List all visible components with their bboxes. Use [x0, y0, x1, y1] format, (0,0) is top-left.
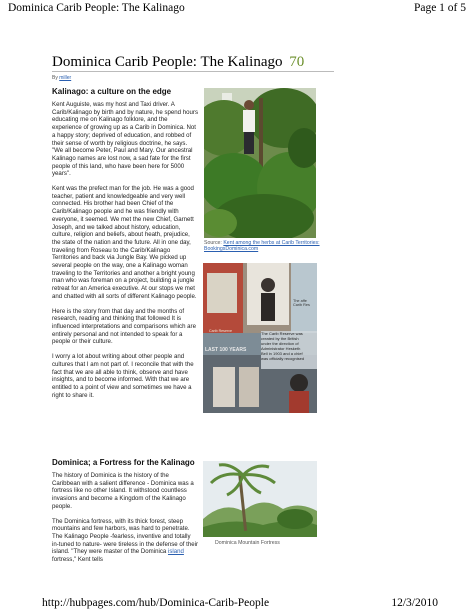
section-1-paragraph: Here is the story from that day and the months of research, reading and thinking that followed It is influenced interpretations and comparisons which are entirely personal and not intended to speak for a people or their culture. [52, 307, 196, 346]
article-title: Dominica Carib People: The Kalinago [52, 54, 283, 70]
photo-mountain-fortress [203, 461, 317, 537]
exhibit-sign-line: under the direction of [261, 340, 299, 346]
photo-1-caption [204, 240, 320, 253]
island-link[interactable]: island [167, 548, 184, 556]
photo-museum-exhibit [203, 263, 317, 413]
caption-source-label: Source: [204, 240, 222, 246]
exhibit-sign [261, 332, 315, 361]
section-1-paragraph: Kent Auguiste, was my host and Taxi driver. A Carib/Kalinago by birth and by nature, he spend hours educating me on Kalinago folklore, and the experience of growing up as a Carib in Dominica. Not a happy story; deprived of education, and robbed of their sense of worth by religious doctrine, he says. "We all become Peter, Paul and Mary. Our ancestral Kalinago names are lost now, a sad fate for the first people of this land, who have been here for 5000 years". [52, 101, 199, 178]
caption-source-link[interactable]: Kent among the herbs at Carib Territories: BookingsDominica.com [204, 240, 320, 253]
section-2 [52, 458, 198, 564]
exhibit-small-label: Carib Reserve [209, 329, 232, 333]
section-1-paragraph: I worry a lot about writing about other people and cultures that I am not part of. I reconcile that with the fact that we are all able to think, observe and have insights, and to become informed. With that we are entitled to a point of view and sometimes we have a right to share it. [52, 353, 194, 399]
article-score: 70 [289, 54, 305, 70]
print-footer-date: 12/3/2010 [391, 597, 438, 609]
byline [52, 75, 71, 81]
author-link[interactable]: miller [59, 75, 72, 81]
title-divider [52, 71, 334, 72]
section-1-paragraph: Kent was the prefect man for the job. He was a good teacher, patient and knowledgeable and very well connected. His brother had been Chief of the Carib/Kalinago people and he was friendly with everyone, it seemed. We met the new Chief, Garnett Joseph, and we talked about history, education, culture, religion and beliefs, about heath, prejudice, the state of the nation and the future. All in one day, traveling from Roseau to the Carib/Kalinago Territories and back via Jungle Bay. We picked up several people on the way, one a Kalinago woman traveling to the Territories and another a bright young man who was foreman on a project, building a jungle retreat for an America executive. At our stops we met and chatted with all sorts of different Kalinago people. [52, 185, 197, 300]
exhibit-banner: LAST 100 YEARS [205, 347, 247, 353]
photo-3-caption: Dominica Mountain Fortress [215, 540, 280, 546]
byline-prefix: By [52, 75, 58, 81]
exhibit-sign-line: Bell in 1903 and a chief [261, 350, 303, 356]
exhibit-sign-line: created by the British [261, 335, 299, 341]
mountain-photo-icon [203, 461, 317, 537]
section-2-paragraph: The history of Dominica is the history of the Caribbean with a salient difference - Dominica was a fortress like no other Island. It withstood countless invasions and become a Kingdom of the Kalinago people. [52, 472, 194, 510]
exhibit-sign-line: was officially recognised [261, 355, 305, 361]
section-1-heading: Kalinago: a culture on the edge [52, 87, 172, 96]
herbs-photo-icon [204, 88, 316, 238]
exhibit-sign-line: Administrator Hesketh [261, 345, 301, 351]
print-header-page: Page 1 of 5 [413, 2, 466, 14]
print-header-title: Dominica Carib People: The Kalinago [8, 2, 185, 14]
section-2-heading: Dominica; a Fortress for the Kalinago [52, 458, 195, 467]
section-2-paragraph [52, 518, 198, 564]
photo-kent-herbs [204, 88, 316, 238]
article-title-row [52, 54, 304, 71]
section-2-paragraph-text: The Dominica fortress, with its thick forest, steep mountains and few harbors, was hard to penetrate. The Kalinago People -fearless, inventive and totally in-tuned to nature- were tireless in the defense of their island. "They were master of the Dominica [52, 517, 198, 556]
exhibit-sign-line: The Carib Reserve was [261, 331, 303, 336]
section-1 [52, 87, 198, 399]
exhibit-side-text: The affe Carib Res [293, 299, 310, 307]
print-footer-url: http://hubpages.com/hub/Dominica-Carib-People [42, 597, 270, 609]
section-2-paragraph-tail: fortress," Kent tells [52, 556, 103, 564]
